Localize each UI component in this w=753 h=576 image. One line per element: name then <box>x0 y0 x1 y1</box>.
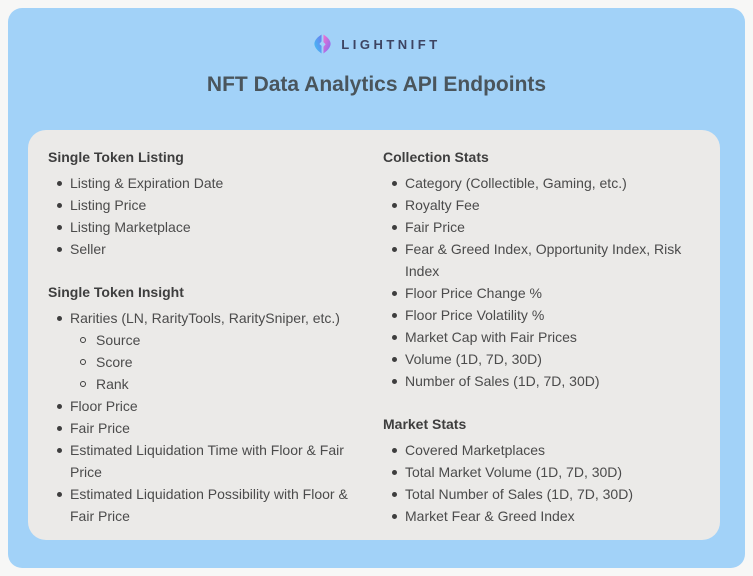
list-item: Seller <box>70 238 373 260</box>
bullet-list <box>48 307 373 527</box>
lightnift-logo <box>312 33 440 55</box>
list-item: Rarities (LN, RarityTools, RaritySniper, etc.) Source Score Rank <box>70 307 373 395</box>
list-item: Number of Sales (1D, 7D, 30D) <box>405 370 700 392</box>
list-item: Floor Price <box>70 395 373 417</box>
page-title: NFT Data Analytics API Endpoints <box>206 73 547 96</box>
brand-name: LIGHTNIFT <box>341 36 441 52</box>
list-item: Estimated Liquidation Time with Floor & Fair Price <box>70 439 373 483</box>
list-item: Fair Price <box>70 417 373 439</box>
endpoints-card <box>28 130 720 540</box>
list-item: Market Cap with Fair Prices <box>405 326 700 348</box>
section-heading: Single Token Insight <box>48 284 184 300</box>
list-item: Listing & Expiration Date <box>70 172 373 194</box>
section-heading: Single Token Listing <box>48 149 184 165</box>
list-item: Royalty Fee <box>405 194 700 216</box>
lightnift-split-heart-icon <box>312 33 333 55</box>
list-item: Listing Marketplace <box>70 216 373 238</box>
column-right <box>383 146 700 527</box>
list-item: Listing Price <box>70 194 373 216</box>
list-item: Volume (1D, 7D, 30D) <box>405 348 700 370</box>
bullet-list <box>48 172 373 260</box>
column-left <box>48 146 373 527</box>
section <box>383 413 700 527</box>
list-item: Category (Collectible, Gaming, etc.) <box>405 172 700 194</box>
section <box>48 281 373 527</box>
list-item: Fear & Greed Index, Opportunity Index, Risk Index <box>405 238 700 282</box>
section-heading: Collection Stats <box>383 149 489 165</box>
list-item: Covered Marketplaces <box>405 439 700 461</box>
sub-list-item: Source <box>96 329 373 351</box>
section-heading: Market Stats <box>383 416 467 432</box>
list-item: Total Market Volume (1D, 7D, 30D) <box>405 461 700 483</box>
list-item: Market Fear & Greed Index <box>405 505 700 527</box>
bullet-list <box>383 172 700 392</box>
header <box>8 8 745 97</box>
sub-bullet-list <box>70 329 373 395</box>
sub-list-item: Score <box>96 351 373 373</box>
list-item: Floor Price Volatility % <box>405 304 700 326</box>
blue-panel <box>8 8 745 568</box>
bullet-list <box>383 439 700 527</box>
section <box>48 146 373 260</box>
list-item: Floor Price Change % <box>405 282 700 304</box>
list-item: Total Number of Sales (1D, 7D, 30D) <box>405 483 700 505</box>
section <box>383 146 700 392</box>
list-item: Fair Price <box>405 216 700 238</box>
sub-list-item: Rank <box>96 373 373 395</box>
list-item: Estimated Liquidation Possibility with Floor & Fair Price <box>70 483 373 527</box>
